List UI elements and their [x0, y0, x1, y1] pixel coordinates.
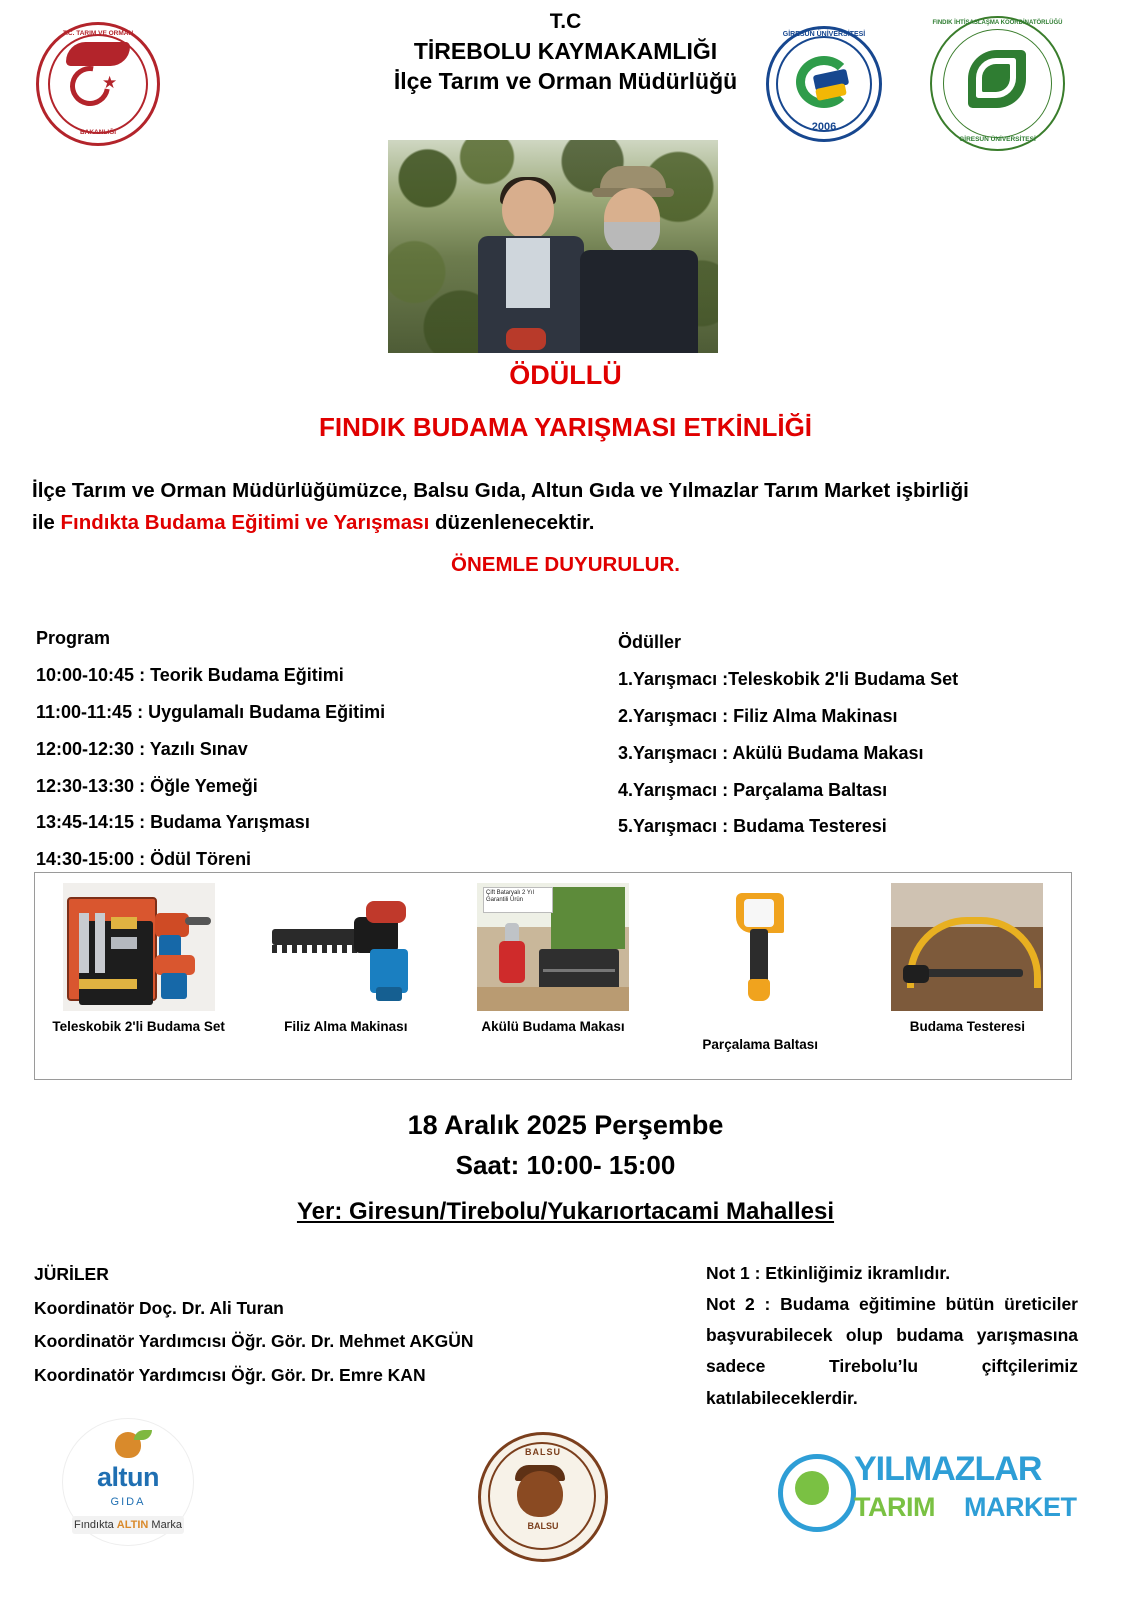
jury-member: Koordinatör Yardımcısı Öğr. Gör. Dr. Emre KAN	[34, 1364, 426, 1385]
main-event-title: FINDIK BUDAMA YARIŞMASI ETKİNLİĞİ	[318, 412, 813, 442]
jury-section	[34, 1258, 654, 1392]
title-line-1: T.C	[549, 10, 582, 33]
yilmazlar-logo-sub1: TARIM	[854, 1492, 935, 1522]
award-item: 1.Yarışmacı :Teleskobik 2'li Budama Set	[618, 668, 959, 689]
altun-logo-subtext: GIDA	[110, 1496, 146, 1508]
prize-gallery	[34, 872, 1072, 1080]
award-item: 3.Yarışmacı : Akülü Budama Makası	[618, 742, 924, 763]
altun-slogan-pre: Fındıkta	[74, 1519, 117, 1531]
notes-section	[706, 1258, 1078, 1414]
award-item: 4.Yarışmacı : Parçalama Baltası	[618, 779, 888, 800]
program-item: 12:00-12:30 : Yazılı Sınav	[36, 738, 248, 759]
jury-member: Koordinatör Yardımcısı Öğr. Gör. Dr. Mehmet AKGÜN	[34, 1331, 474, 1352]
prize-item	[657, 873, 864, 1079]
jury-member: Koordinatör Doç. Dr. Ali Turan	[34, 1297, 284, 1318]
ministry-emblem-bottom-text: BAKANLIĞI	[79, 129, 117, 136]
ministry-emblem-icon: T.C. TARIM VE ORMAN ★ BAKANLIĞI	[36, 22, 160, 146]
balsu-logo-name: BALSU	[527, 1521, 559, 1531]
announcement-line: ÖNEMLE DUYURULUR.	[451, 553, 680, 576]
program-heading: Program	[36, 628, 111, 648]
prize-caption: Budama Testeresi	[909, 1019, 1026, 1034]
event-time: Saat: 10:00- 15:00	[455, 1150, 676, 1180]
prize-item	[35, 873, 242, 1079]
awards-heading: Ödüller	[618, 632, 682, 652]
ministry-emblem-top-text: T.C. TARIM VE ORMAN	[62, 30, 134, 37]
title-line-2: TİREBOLU KAYMAKAMLIĞI	[413, 37, 718, 64]
hedge-trimmer-image	[270, 883, 422, 1011]
balsu-logo-top-text: BALSU	[525, 1447, 561, 1457]
program-item: 12:30-13:30 : Öğle Yemeği	[36, 775, 258, 796]
event-date: 18 Aralık 2025 Perşembe	[407, 1110, 724, 1140]
note-1: Not 1 : Etkinliğimiz ikramlıdır.	[706, 1263, 951, 1283]
prize-item	[449, 873, 656, 1079]
award-item: 2.Yarışmacı : Filiz Alma Makinası	[618, 705, 898, 726]
title-line-3: İlçe Tarım ve Orman Müdürlüğü	[393, 68, 738, 95]
prize-item	[864, 873, 1071, 1079]
award-item: 5.Yarışmacı : Budama Testeresi	[618, 816, 887, 837]
yilmazlar-tarim-market-logo	[778, 1448, 1077, 1534]
note-2: Not 2 : Budama eğitimine bütün üreticiler başvurabilecek olup budama yarışmasına sadece Tirebolu’lu çiftçilerimiz katılabileceklerdir.	[706, 1294, 1078, 1408]
yilmazlar-logo-main: YILMAZLAR	[854, 1450, 1042, 1488]
altun-gida-logo	[62, 1418, 194, 1546]
awards-section	[618, 624, 1088, 845]
prize-caption: Filiz Alma Makinası	[284, 1019, 408, 1034]
giresun-emblem-top-text: GİRESUN ÜNİVERSİTESİ	[782, 31, 866, 38]
altun-slogan-post: Marka	[148, 1519, 182, 1531]
event-place: Yer: Giresun/Tirebolu/Yukarıortacami Mahallesi	[296, 1198, 835, 1225]
program-item: 11:00-11:45 : Uygulamalı Budama Eğitimi	[36, 701, 386, 722]
findik-emblem-bottom-text: GİRESUN ÜNİVERSİTESİ	[959, 136, 1036, 143]
intro-paragraph	[32, 475, 1100, 539]
altun-slogan-mid: ALTIN	[116, 1519, 149, 1531]
balsu-logo	[478, 1432, 608, 1562]
altun-logo-text: altun	[97, 1462, 159, 1492]
odullu-heading: ÖDÜLLÜ	[509, 360, 622, 390]
giresun-university-emblem-icon	[766, 26, 882, 142]
intro-highlight: Fındıkta Budama Eğitimi ve Yarışması	[60, 510, 430, 534]
altun-logo-slogan	[72, 1516, 184, 1534]
splitting-axe-image	[684, 883, 836, 1011]
event-photo	[388, 140, 718, 353]
prize-caption: Akülü Budama Makası	[481, 1019, 625, 1034]
pruning-saw-image	[891, 883, 1043, 1011]
prize-item	[242, 873, 449, 1079]
intro-line-2-prefix: ile	[32, 510, 61, 534]
giresun-emblem-year: 2006	[811, 121, 837, 133]
prize-caption: Parçalama Baltası	[702, 1037, 818, 1052]
intro-line-1: İlçe Tarım ve Orman Müdürlüğümüzce, Balsu Gıda, Altun Gıda ve Yılmazlar Tarım Market işbirliği	[32, 479, 969, 502]
jury-heading: JÜRİLER	[34, 1264, 109, 1284]
shears-package-label: Çift Bataryalı 2 Yıl Garantili Ürün	[483, 887, 553, 913]
program-item: 14:30-15:00 : Ödül Töreni	[36, 849, 252, 870]
program-section	[36, 620, 576, 878]
poster-header	[0, 0, 1131, 150]
intro-line-2-suffix: düzenlenecektir.	[429, 510, 595, 534]
program-item: 13:45-14:15 : Budama Yarışması	[36, 812, 310, 833]
telescopic-pruning-set-image	[63, 883, 215, 1011]
program-item: 10:00-10:45 : Teorik Budama Eğitimi	[36, 664, 344, 685]
findik-emblem-top-text: FINDIK İHTİSASLAŞMA KOORDİNATÖRLÜĞÜ	[932, 20, 1063, 26]
photo-person-right	[580, 166, 698, 353]
yilmazlar-swirl-icon	[778, 1454, 856, 1532]
prize-caption: Teleskobik 2'li Budama Set	[52, 1019, 225, 1034]
cordless-pruning-shears-image	[477, 883, 629, 1011]
findik-coordination-emblem-icon	[930, 16, 1065, 151]
yilmazlar-logo-sub2: MARKET	[964, 1492, 1077, 1522]
